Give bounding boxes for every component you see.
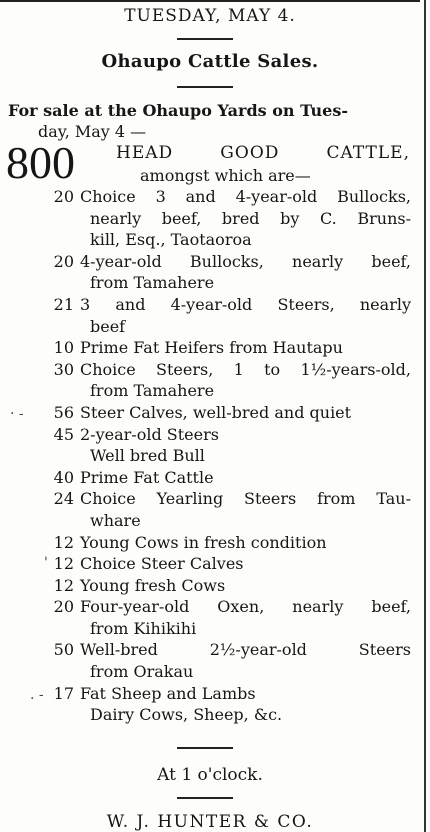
item-line: Choice 3 and 4-year-old Bullocks, (80, 187, 411, 206)
list-item (0, 553, 430, 575)
item-line: Steer Calves, well-bred and quiet (80, 402, 352, 422)
divider-rule (177, 797, 233, 799)
list-item (0, 359, 430, 402)
ink-speck: . - (30, 686, 44, 703)
headline-word: GOOD (220, 143, 280, 163)
item-quantity: 20 (53, 597, 74, 617)
list-item (0, 639, 430, 682)
item-line: Fat Sheep and Lambs (80, 683, 256, 703)
item-line: whare (90, 510, 141, 530)
item-quantity: 24 (53, 489, 74, 509)
item-quantity: 50 (53, 640, 74, 660)
item-line: from Tamahere (90, 381, 215, 401)
item-quantity: 21 (53, 294, 74, 314)
head-good-cattle (116, 143, 410, 163)
ad-date: TUESDAY, MAY 4. (124, 6, 296, 26)
item-line: Prime Fat Heifers from Hautapu (80, 338, 343, 358)
item-quantity: 30 (53, 359, 74, 379)
list-item (0, 683, 430, 705)
list-item (0, 532, 430, 554)
extra-line: Dairy Cows, Sheep, &c. (90, 705, 283, 725)
headline-word: CATTLE, (326, 143, 410, 163)
item-line: Choice Steers, 1 to 1½-years-old, (80, 359, 411, 379)
ink-speck: · - (10, 405, 24, 422)
amongst-line: amongst which are— (140, 166, 311, 185)
item-quantity: 20 (53, 251, 74, 271)
divider-rule (177, 38, 233, 40)
list-item (0, 596, 430, 639)
item-line: kill, Esq., Taotaoroa (90, 230, 252, 250)
item-quantity: 10 (53, 338, 74, 358)
item-quantity: 12 (53, 575, 74, 595)
item-line: Young fresh Cows (80, 575, 226, 595)
item-quantity: 12 (53, 554, 74, 574)
item-quantity: 45 (53, 424, 74, 444)
item-line: Choice Steer Calves (80, 554, 244, 574)
list-item (0, 467, 430, 489)
divider-rule (177, 747, 233, 749)
list-item (0, 402, 430, 424)
cattle-list (0, 186, 430, 726)
list-item (0, 488, 430, 531)
item-quantity: 12 (53, 532, 74, 552)
item-quantity: 20 (53, 187, 74, 206)
item-line: 3 and 4-year-old Steers, nearly (80, 294, 411, 314)
list-item (0, 575, 430, 597)
item-line: 2-year-old Steers (80, 424, 219, 444)
item-line: Four-year-old Oxen, nearly beef, (80, 597, 411, 617)
divider-rule (177, 86, 233, 88)
item-line: from Tamahere (90, 273, 215, 293)
item-line: from Orakau (90, 662, 194, 682)
item-line: 4-year-old Bullocks, nearly beef, (80, 251, 411, 271)
ad-title: Ohaupo Cattle Sales. (101, 51, 319, 72)
item-line: Young Cows in fresh condition (80, 532, 327, 552)
sale-time: At 1 o'clock. (157, 765, 263, 785)
item-quantity: 17 (53, 683, 74, 703)
item-line: Choice Yearling Steers from Tau- (80, 489, 411, 509)
intro-text (8, 100, 412, 142)
list-item (0, 186, 430, 251)
item-quantity: 56 (53, 402, 74, 422)
intro-line-2: day, May 4 — (38, 122, 147, 141)
item-line: Well-bred 2½-year-old Steers (80, 640, 411, 660)
list-item (0, 337, 430, 359)
intro-line-1: For sale at the Ohaupo Yards on Tues- (8, 101, 348, 120)
list-item (0, 294, 430, 337)
item-line: Prime Fat Cattle (80, 467, 214, 487)
list-extra (0, 704, 430, 726)
item-line: from Kihikihi (90, 618, 197, 638)
headline-word: HEAD (116, 143, 174, 163)
list-item (0, 251, 430, 294)
item-line: beef (90, 316, 126, 336)
head-count: 800 (6, 137, 75, 188)
item-line: Well bred Bull (90, 446, 205, 466)
top-border-rule (0, 0, 420, 2)
item-line: nearly beef, bred by C. Bruns- (90, 208, 411, 228)
item-quantity: 40 (53, 467, 74, 487)
list-item (0, 424, 430, 467)
auctioneer-name: W. J. HUNTER & CO. (106, 812, 314, 832)
ink-speck: ' (44, 555, 48, 572)
